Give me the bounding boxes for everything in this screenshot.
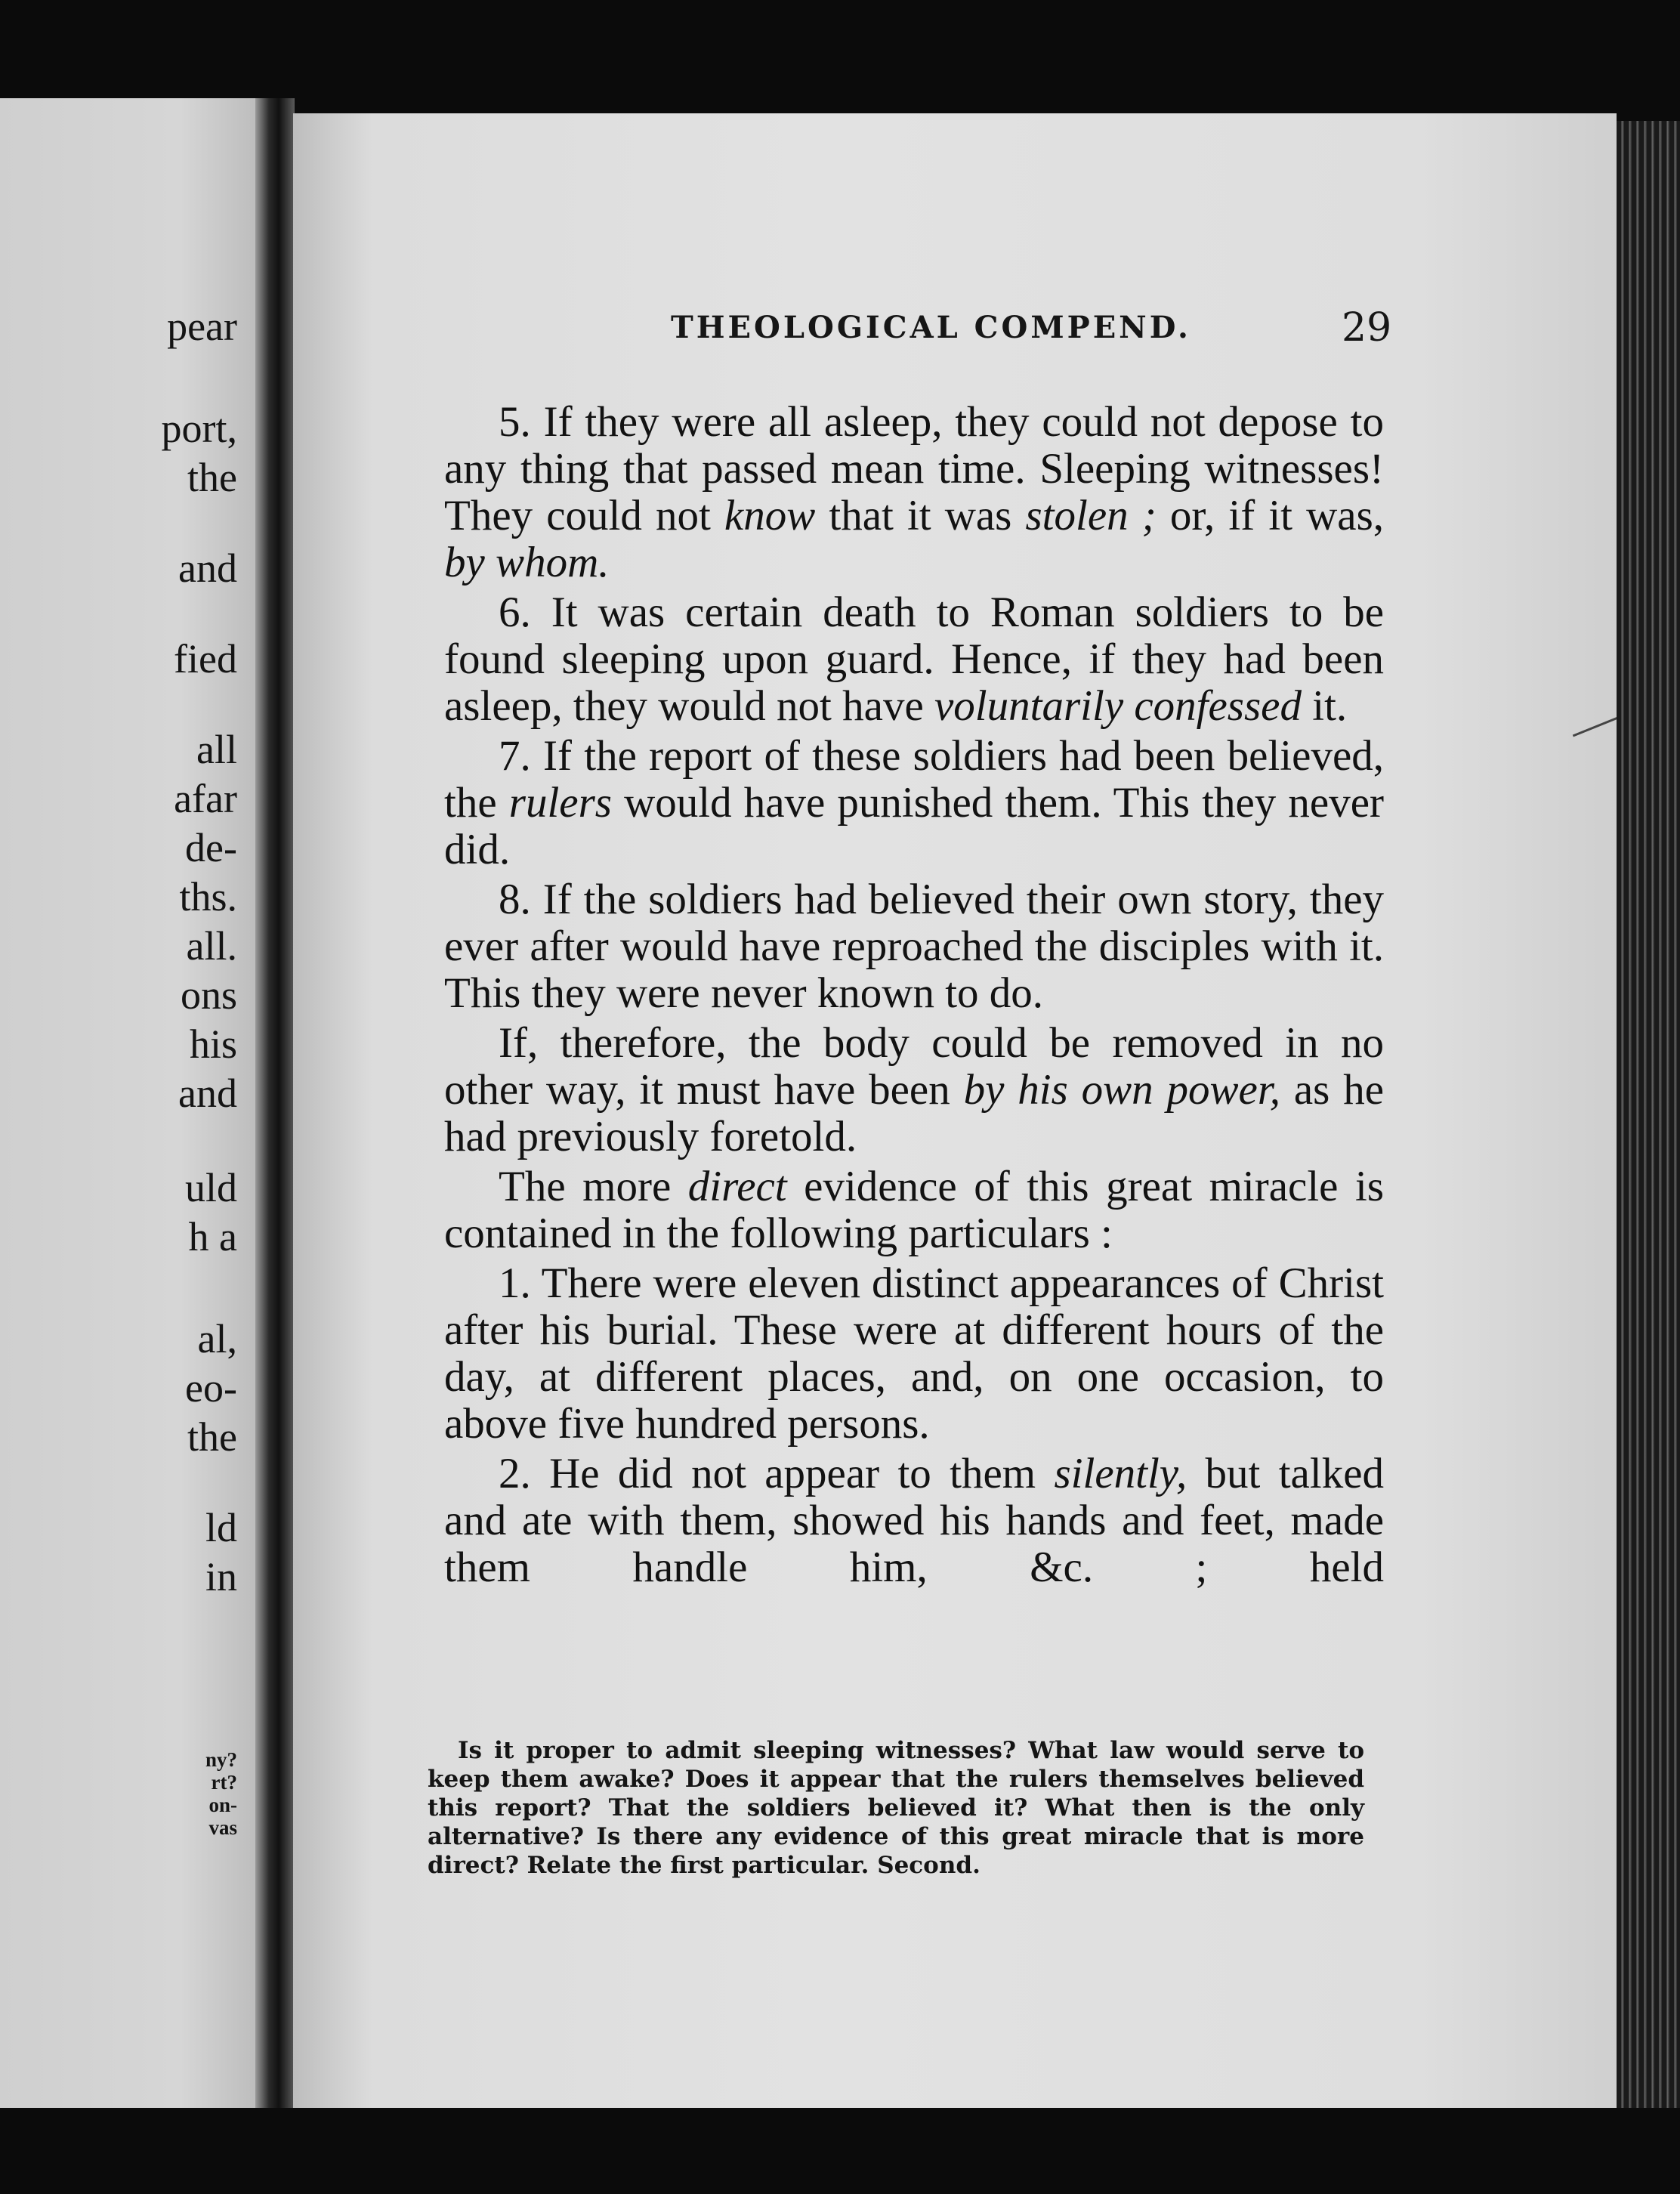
book-gutter bbox=[255, 98, 295, 2108]
text-run: as he had previously foretold. bbox=[444, 1066, 1384, 1160]
text-run: If, therefore, the body could be removed in no other way, it must have been bbox=[444, 1019, 1384, 1114]
body-paragraph bbox=[444, 876, 1384, 1017]
left-page-footnote-fragment: rt? bbox=[211, 1771, 237, 1794]
body-paragraph bbox=[444, 589, 1384, 730]
text-run: would have punished them. This they never did. bbox=[444, 779, 1384, 873]
left-page-fragment: all. bbox=[186, 923, 237, 969]
italic-text: voluntarily confessed bbox=[934, 682, 1302, 730]
page-edges bbox=[1617, 121, 1680, 2108]
left-page-fragment: al, bbox=[197, 1316, 237, 1361]
left-page-fragment: in bbox=[205, 1554, 237, 1599]
left-page-fragment: and bbox=[178, 545, 237, 591]
left-page-fragment: ons bbox=[180, 972, 237, 1018]
body-paragraph bbox=[444, 733, 1384, 873]
text-run: or, if it was, bbox=[1156, 492, 1385, 539]
italic-text: silently, bbox=[1054, 1450, 1187, 1497]
running-title: THEOLOGICAL COMPEND. bbox=[671, 310, 1191, 345]
body-text bbox=[444, 399, 1384, 1594]
text-run: 5. If they were all asleep, they could not depose to any thing that passed mean time. Sleeping witnesses! They could not bbox=[444, 398, 1384, 539]
left-page-fragment: and bbox=[178, 1071, 237, 1116]
left-page-footnote-fragment: ny? bbox=[205, 1748, 237, 1771]
left-page-fragment: fied bbox=[174, 636, 237, 681]
text-run: 7. If the report of these soldiers had been believed, the bbox=[444, 732, 1384, 827]
text-run: but talked and ate with them, showed his hands and feet, made them handle him, &c. ; held bbox=[444, 1450, 1384, 1591]
left-page-fragment: his bbox=[189, 1021, 237, 1067]
left-page-fragment: eo- bbox=[185, 1365, 237, 1411]
page-number: 29 bbox=[1342, 305, 1392, 351]
italic-text: by his own power, bbox=[963, 1066, 1280, 1114]
left-page-fragment: port, bbox=[161, 406, 237, 451]
left-page-footnote-fragment: on- bbox=[208, 1794, 237, 1816]
body-paragraph bbox=[444, 1020, 1384, 1160]
text-run: it. bbox=[1301, 682, 1348, 730]
italic-text: rulers bbox=[508, 779, 612, 827]
left-page-fragment: pear bbox=[167, 304, 237, 349]
left-page-fragment: h a bbox=[188, 1214, 237, 1259]
text-run: The more bbox=[499, 1163, 688, 1210]
text-run: 8. If the soldiers had believed their own story, they ever after would have reproached the disciples with it. This they were never known to do. bbox=[444, 876, 1384, 1017]
left-page-fragment: afar bbox=[174, 776, 237, 821]
body-paragraph bbox=[444, 399, 1384, 586]
left-page-fragment: ld bbox=[205, 1505, 237, 1550]
italic-text: stolen ; bbox=[1025, 492, 1157, 539]
footnote-questions: Is it proper to admit sleeping witnesses? What law would serve to keep them awake? Does it appear that the rulers themselves believed this report? That the soldiers believed it? What then is the only alternative? Is there any evidence of this great miracle that is more direct? Relate the first particular. Second. bbox=[428, 1737, 1364, 1879]
left-page-fragment: uld bbox=[184, 1165, 237, 1210]
text-run: 1. There were eleven distinct appearances of Christ after his burial. These were at different hours of the day, at different places, and, on one occasion, to above five hundred persons. bbox=[444, 1259, 1384, 1448]
left-page-fragment: de- bbox=[185, 825, 237, 870]
left-page-fragment: all bbox=[196, 727, 237, 772]
body-paragraph bbox=[444, 1260, 1384, 1448]
italic-text: know bbox=[724, 492, 816, 539]
italic-text: by whom. bbox=[444, 539, 610, 586]
body-paragraph bbox=[444, 1163, 1384, 1257]
text-run: 2. He did not appear to them bbox=[499, 1450, 1055, 1497]
body-paragraph bbox=[444, 1451, 1384, 1591]
left-page-fragment: the bbox=[187, 455, 237, 500]
left-page-fragment: the bbox=[187, 1414, 237, 1460]
italic-text: direct bbox=[687, 1163, 787, 1210]
left-facing-page bbox=[0, 98, 257, 2108]
text-run: 6. It was certain death to Roman soldiers to be found sleeping upon guard. Hence, if they had been asleep, they would not have bbox=[444, 589, 1384, 730]
text-run: evidence of this great miracle is contained in the following particulars : bbox=[444, 1163, 1384, 1257]
left-page-fragment: ths. bbox=[179, 874, 237, 919]
text-run: that it was bbox=[815, 492, 1026, 539]
left-page-footnote-fragment: vas bbox=[208, 1816, 237, 1839]
